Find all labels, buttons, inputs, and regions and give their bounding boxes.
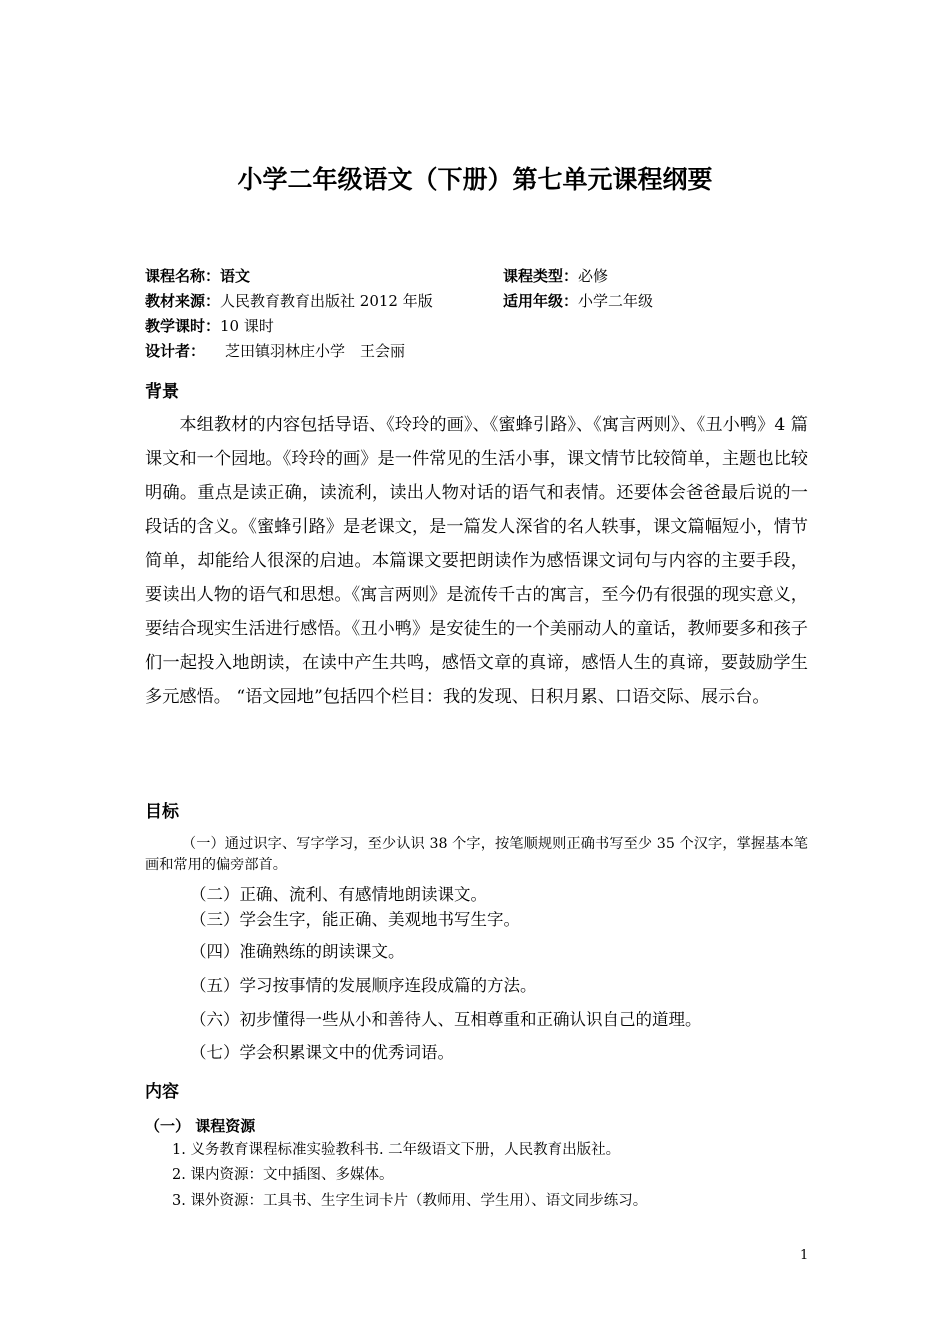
goals-heading: 目标	[145, 802, 179, 822]
course-name-value: 语文	[220, 267, 251, 285]
page-number: 1	[800, 1248, 809, 1263]
course-name-label: 课程名称：	[145, 267, 221, 285]
page-title: 小学二年级语文（下册）第七单元课程纲要	[237, 165, 713, 194]
course-type-value: 必修	[578, 267, 609, 285]
course-type-label: 课程类型：	[503, 267, 579, 285]
teaching-hours	[145, 316, 274, 336]
resource-item-2: 2. 课内资源：文中插图、多媒体。	[172, 1167, 394, 1183]
goal-item-7: （七）学会积累课文中的优秀词语。	[190, 1043, 454, 1062]
grade-value: 小学二年级	[578, 292, 654, 310]
resource-item-1: 1. 义务教育课程标准实验教科书. 二年级语文下册，人民教育出版社。	[172, 1142, 621, 1158]
designer-label: 设计者：	[145, 342, 206, 360]
goal-item-2: （二）正确、流利、有感情地朗读课文。	[190, 885, 487, 904]
textbook-source	[145, 291, 433, 311]
background-paragraph: 本组教材的内容包括导语、《玲玲的画》、《蜜蜂引路》、《寓言两则》、《丑小鸭》4 篇课文和一个园地。《玲玲的画》是一件常见的生活小事，课文情节比较简单，主题也比较明确。重点是读正确，读流利，读出人物对话的语气和表情。还要体会爸爸最后说的一段话的含义。《蜜蜂引路》是老课文，是一篇发人深省的名人轶事，课文篇幅短小，情节简单，却能给人很深的启迪。本篇课文要把朗读作为感悟课文词句与内容的主要手段，要读出人物的语气和思想。《寓言两则》是流传千古的寓言，至今仍有很强的现实意义，要结合现实生活进行感悟。《丑小鸭》是安徒生的一个美丽动人的童话，教师要多和孩子们一起投入地朗读，在读中产生共鸣，感悟文章的真谛，感悟人生的真谛，要鼓励学生多元感悟。 “语文园地”包括四个栏目：我的发现、日积月累、口语交际、展示台。	[145, 415, 808, 707]
goal-item-5: （五）学习按事情的发展顺序连段成篇的方法。	[190, 976, 537, 995]
textbook-value: 人民教育教育出版社 2012 年版	[220, 292, 433, 310]
content-heading: 内容	[145, 1082, 179, 1102]
background-heading: 背景	[145, 382, 179, 402]
course-type	[503, 266, 608, 286]
designer-value: 芝田镇羽林庄小学 王会丽	[225, 342, 406, 360]
goal-item-3: （三）学会生字，能正确、美观地书写生字。	[190, 910, 520, 929]
goal-item-6: （六）初步懂得一些从小和善待人、互相尊重和正确认识自己的道理。	[190, 1010, 702, 1029]
textbook-label: 教材来源：	[145, 292, 221, 310]
designer	[145, 341, 405, 361]
resource-item-3: 3. 课外资源：工具书、生字生词卡片（教师用、学生用）、语文同步练习。	[172, 1193, 648, 1209]
course-name	[145, 266, 250, 286]
goal-item-1: （一）通过识字、写字学习，至少认识 38 个字，按笔顺规则正确书写至少 35 个汉字，掌握基本笔画和常用的偏旁部首。	[145, 836, 808, 873]
resources-sub-heading: （一） 课程资源	[145, 1117, 256, 1135]
hours-label: 教学课时：	[145, 317, 221, 335]
grade-label: 适用年级：	[503, 292, 579, 310]
applicable-grade	[503, 291, 653, 311]
hours-value: 10 课时	[220, 317, 274, 335]
goal-item-4: （四）准确熟练的朗读课文。	[190, 942, 405, 961]
